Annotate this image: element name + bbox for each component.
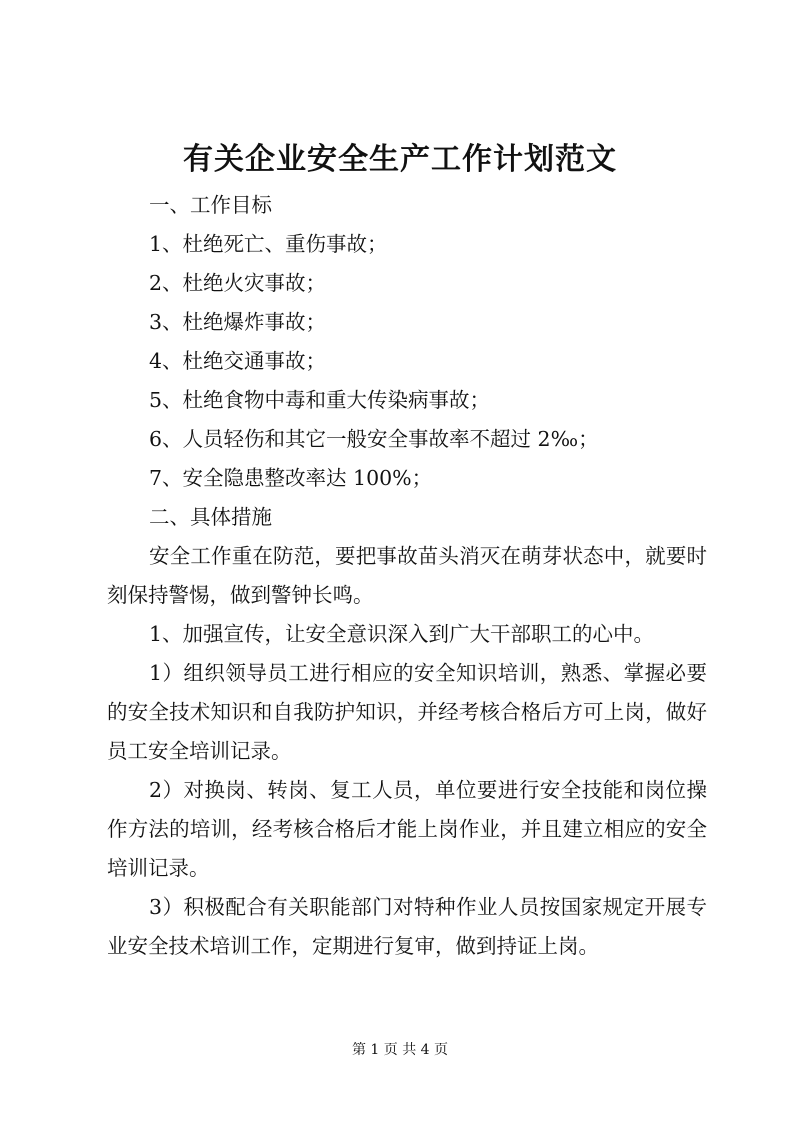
document-title: 有关企业安全生产工作计划范文 xyxy=(183,142,617,177)
section-heading-measures: 二、具体措施 xyxy=(149,505,272,529)
measure-subitem-1: 1）组织领导员工进行相应的安全知识培训，熟悉、掌握必要的安全技术知识和自我防护知识，并经考核合格后方可上岗，做好员工安全培训记录。 xyxy=(107,661,707,763)
measures-intro-paragraph: 安全工作重在防范，要把事故苗头消灭在萌芽状态中，就要时刻保持警惕，做到警钟长鸣。 xyxy=(107,544,707,607)
measure-subitem-2: 2）对换岗、转岗、复工人员，单位要进行安全技能和岗位操作方法的培训，经考核合格后才能上岗作业，并且建立相应的安全培训记录。 xyxy=(107,778,707,880)
section-heading-goals: 一、工作目标 xyxy=(149,193,272,217)
goal-item-2: 2、杜绝火灾事故； xyxy=(149,271,327,295)
goal-item-3: 3、杜绝爆炸事故； xyxy=(149,310,327,334)
measure-item-1: 1、加强宣传，让安全意识深入到广大干部职工的心中。 xyxy=(149,622,655,646)
goal-item-7: 7、安全隐患整改率达 100%； xyxy=(149,466,433,490)
page-number-footer: 第 1 页 共 4 页 xyxy=(351,1042,449,1058)
document-body xyxy=(107,186,707,966)
goal-item-5: 5、杜绝食物中毒和重大传染病事故； xyxy=(149,388,491,412)
goal-item-4: 4、杜绝交通事故； xyxy=(149,349,327,373)
measure-subitem-3: 3）积极配合有关职能部门对特种作业人员按国家规定开展专业安全技术培训工作，定期进行复审，做到持证上岗。 xyxy=(107,895,707,958)
goal-item-6: 6、人员轻伤和其它一般安全事故率不超过 2‰； xyxy=(149,427,599,451)
goal-item-1: 1、杜绝死亡、重伤事故； xyxy=(149,232,388,256)
